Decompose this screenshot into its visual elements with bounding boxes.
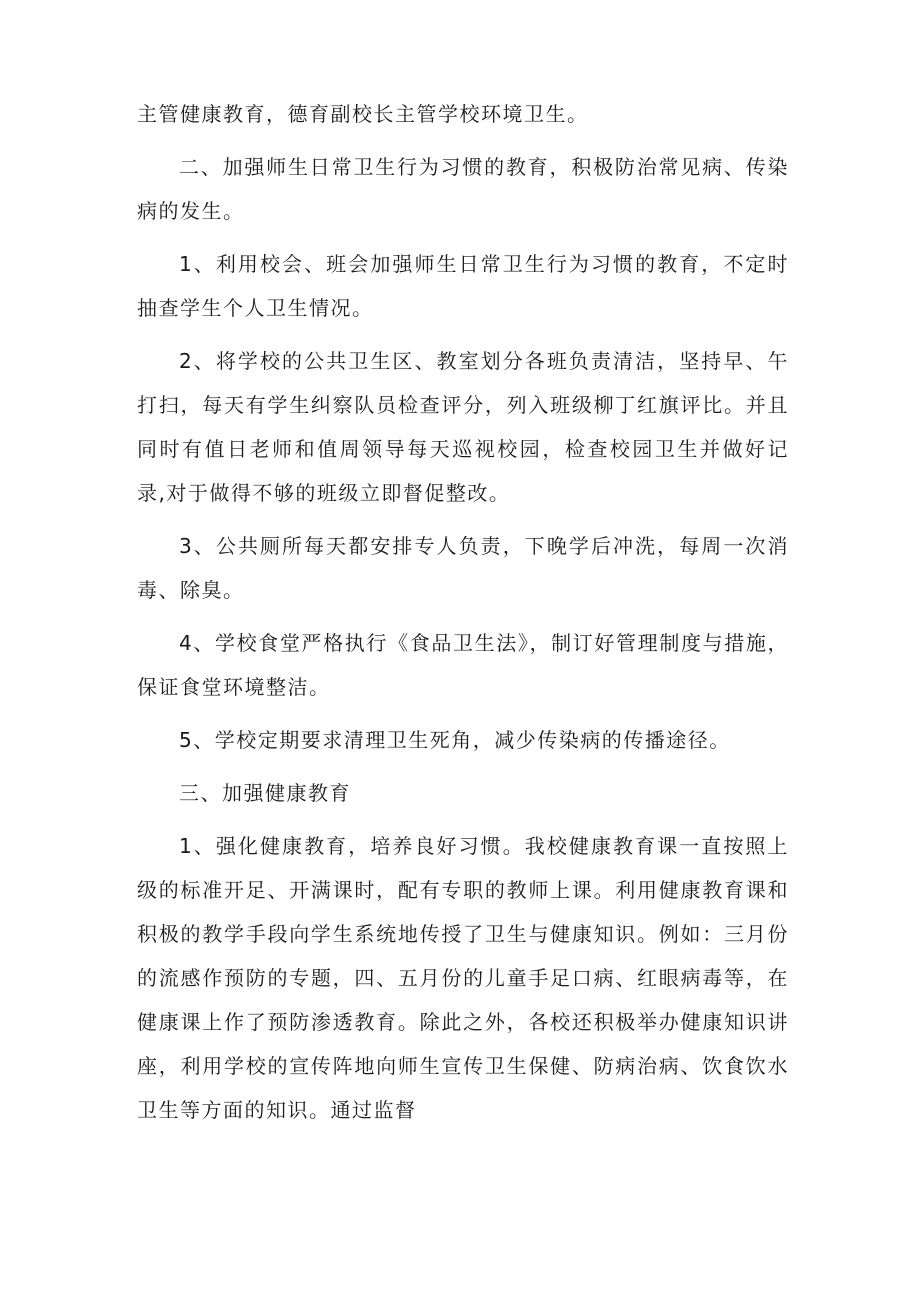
paragraph-item-1: 1、利用校会、班会加强师生日常卫生行为习惯的教育，不定时抽查学生个人卫生情况。 (137, 252, 789, 320)
document-body (137, 92, 789, 1141)
paragraph-health-education: 1、强化健康教育，培养良好习惯。我校健康教育课一直按照上级的标准开足、开满课时，配有专职的教师上课。利用健康教育课和积极的教学手段向学生系统地传授了卫生与健康知识。例如：三月份的流感作预防的专题，四、五月份的儿童手足口病、红眼病毒等，在健康课上作了预防渗透教育。除此之外，各校还积极举办健康知识讲座，利用学校的宣传阵地向师生宣传卫生保健、防病治病、饮食饮水卫生等方面的知识。通过监督 (137, 834, 789, 1122)
paragraph-item-4: 4、学校食堂严格执行《食品卫生法》，制订好管理制度与措施，保证食堂环境整洁。 (137, 631, 789, 699)
paragraph-item-5: 5、学校定期要求清理卫生死角，减少传染病的传播途径。 (179, 728, 731, 752)
section-heading-three: 三、加强健康教育 (179, 781, 351, 805)
paragraph-item-2: 2、将学校的公共卫生区、教室划分各班负责清洁，坚持早、午打扫，每天有学生纠察队员检查评分，列入班级柳丁红旗评比。并且同时有值日老师和值周领导每天巡视校园，检查校园卫生并做好记录,对于做得不够的班级立即督促整改。 (137, 349, 789, 505)
paragraph-item-3: 3、公共厕所每天都安排专人负责，下晚学后冲洗，每周一次消毒、除臭。 (137, 534, 789, 602)
paragraph-continuation: 主管健康教育，德育副校长主管学校环境卫生。 (137, 102, 589, 126)
section-heading-two: 二、加强师生日常卫生行为习惯的教育，积极防治常见病、传染病的发生。 (137, 155, 789, 223)
